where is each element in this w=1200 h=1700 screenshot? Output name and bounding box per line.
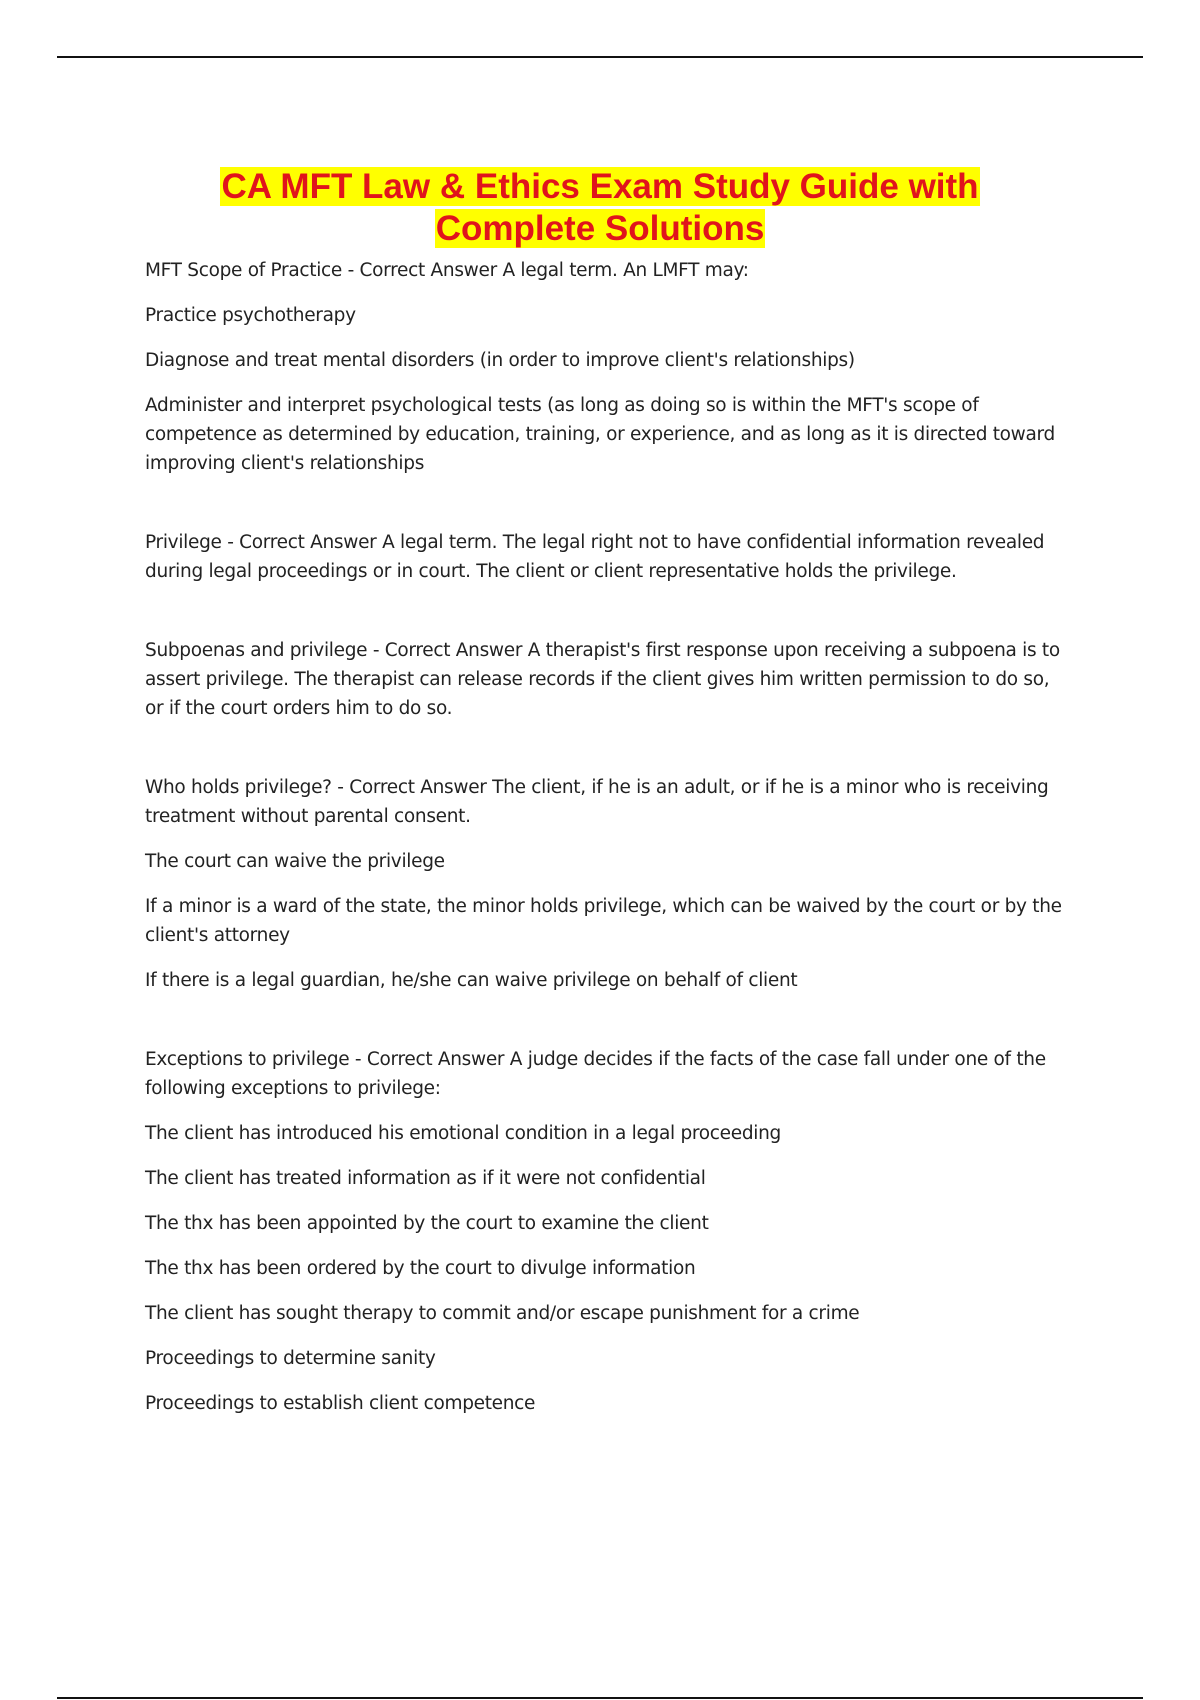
list-item: The client has introduced his emotional condition in a legal proceeding [145, 1123, 781, 1144]
paragraph-who-holds-privilege: Who holds privilege? - Correct Answer The client, if he is an adult, or if he is a minor who is receiving treatment without parental consent. [145, 777, 1049, 827]
paragraph-scope-of-practice: MFT Scope of Practice - Correct Answer A legal term. An LMFT may: [145, 260, 749, 281]
list-item: Proceedings to determine sanity [145, 1348, 436, 1369]
header-rule [57, 56, 1143, 58]
list-item: The thx has been ordered by the court to divulge information [145, 1258, 696, 1279]
paragraph-privilege: Privilege - Correct Answer A legal term. The legal right not to have confidential information revealed during legal proceedings or in court. The client or client representative holds the privilege. [145, 532, 1045, 582]
list-item: If there is a legal guardian, he/she can waive privilege on behalf of client [145, 970, 798, 991]
document-body [145, 256, 1065, 1434]
list-item: The thx has been appointed by the court to examine the client [145, 1213, 709, 1234]
list-item: Practice psychotherapy [145, 305, 356, 326]
document-title [0, 166, 1200, 250]
title-line-2: Complete Solutions [435, 209, 765, 249]
title-line-1: CA MFT Law & Ethics Exam Study Guide with [221, 167, 979, 207]
paragraph-subpoenas: Subpoenas and privilege - Correct Answer A therapist's first response upon receiving a subpoena is to assert privilege. The therapist can release records if the client gives him written permission to do so, or if the court orders him to do so. [145, 640, 1060, 719]
footer-rule [57, 1697, 1143, 1699]
list-item: The client has treated information as if it were not confidential [145, 1168, 706, 1189]
paragraph-exceptions-to-privilege: Exceptions to privilege - Correct Answer A judge decides if the facts of the case fall under one of the following exceptions to privilege: [145, 1049, 1046, 1099]
list-item: Proceedings to establish client competence [145, 1393, 536, 1414]
list-item: If a minor is a ward of the state, the minor holds privilege, which can be waived by the court or by the client's attorney [145, 896, 1062, 946]
list-item: Diagnose and treat mental disorders (in order to improve client's relationships) [145, 350, 855, 371]
list-item: The client has sought therapy to commit and/or escape punishment for a crime [145, 1303, 860, 1324]
list-item: The court can waive the privilege [145, 851, 445, 872]
list-item: Administer and interpret psychological tests (as long as doing so is within the MFT's scope of competence as determined by education, training, or experience, and as long as it is directed toward improving client's relationships [145, 395, 1055, 474]
